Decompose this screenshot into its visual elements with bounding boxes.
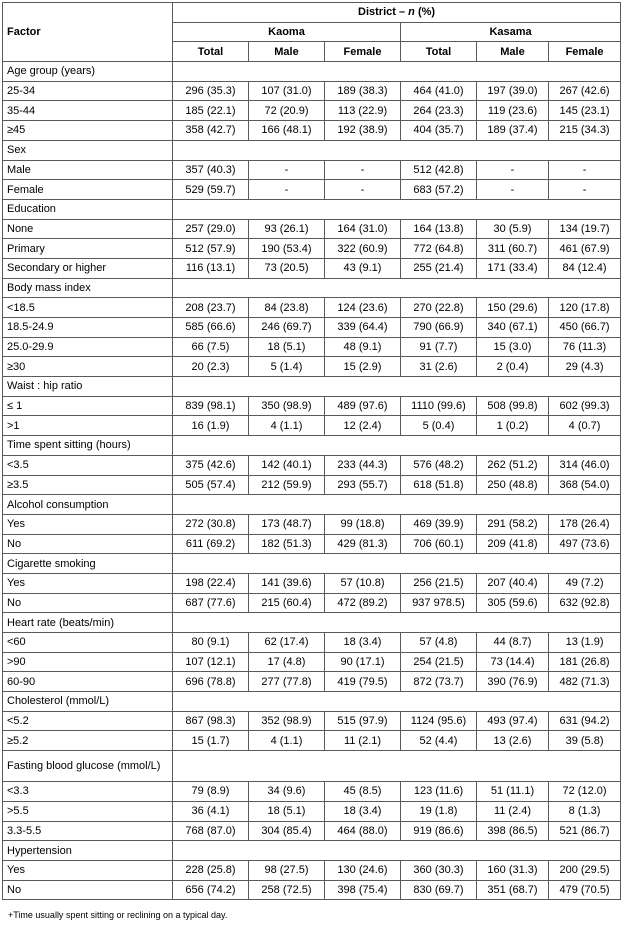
table-cell: 293 (55.7) bbox=[325, 475, 401, 495]
section-spacer bbox=[173, 436, 621, 456]
table-cell: 215 (34.3) bbox=[549, 121, 621, 141]
table-cell: 18 (3.4) bbox=[325, 633, 401, 653]
table-cell: 207 (40.4) bbox=[477, 573, 549, 593]
table-row bbox=[3, 711, 621, 731]
table-row bbox=[3, 219, 621, 239]
table-cell: 322 (60.9) bbox=[325, 239, 401, 259]
table-cell: 250 (48.8) bbox=[477, 475, 549, 495]
table-cell: 189 (37.4) bbox=[477, 121, 549, 141]
table-cell: 5 (1.4) bbox=[249, 357, 325, 377]
row-label: Secondary or higher bbox=[3, 258, 173, 278]
table-cell: 142 (40.1) bbox=[249, 455, 325, 475]
row-label: ≥3.5 bbox=[3, 475, 173, 495]
table-cell: 20 (2.3) bbox=[173, 357, 249, 377]
table-cell: 113 (22.9) bbox=[325, 101, 401, 121]
table-row bbox=[3, 180, 621, 200]
table-row bbox=[3, 160, 621, 180]
row-label: <3.3 bbox=[3, 782, 173, 802]
table-cell: 4 (1.1) bbox=[249, 416, 325, 436]
table-cell: 350 (98.9) bbox=[249, 396, 325, 416]
table-cell: 611 (69.2) bbox=[173, 534, 249, 554]
table-cell: 124 (23.6) bbox=[325, 298, 401, 318]
section-row bbox=[3, 62, 621, 82]
section-row bbox=[3, 278, 621, 298]
table-cell: 479 (70.5) bbox=[549, 880, 621, 900]
table-cell: 305 (59.6) bbox=[477, 593, 549, 613]
section-row bbox=[3, 692, 621, 712]
table-cell: 585 (66.6) bbox=[173, 318, 249, 338]
table-row bbox=[3, 880, 621, 900]
table-cell: 262 (51.2) bbox=[477, 455, 549, 475]
section-title: Heart rate (beats/min) bbox=[3, 613, 173, 633]
table-row bbox=[3, 337, 621, 357]
table-row bbox=[3, 782, 621, 802]
table-cell: 84 (23.8) bbox=[249, 298, 325, 318]
table-cell: 160 (31.3) bbox=[477, 860, 549, 880]
row-label: No bbox=[3, 534, 173, 554]
table-cell: 73 (20.5) bbox=[249, 258, 325, 278]
table-cell: - bbox=[477, 180, 549, 200]
table-row bbox=[3, 396, 621, 416]
table-cell: 291 (58.2) bbox=[477, 514, 549, 534]
table-cell: 304 (85.4) bbox=[249, 821, 325, 841]
row-label: Female bbox=[3, 180, 173, 200]
table-cell: 80 (9.1) bbox=[173, 633, 249, 653]
row-label: <18.5 bbox=[3, 298, 173, 318]
table-cell: 314 (46.0) bbox=[549, 455, 621, 475]
table-cell: 18 (3.4) bbox=[325, 801, 401, 821]
table-cell: 270 (22.8) bbox=[401, 298, 477, 318]
table-cell: 768 (87.0) bbox=[173, 821, 249, 841]
table-cell: 602 (99.3) bbox=[549, 396, 621, 416]
table-cell: 45 (8.5) bbox=[325, 782, 401, 802]
footnote: +Time usually spent sitting or reclining on a typical day. bbox=[8, 910, 228, 920]
table-row bbox=[3, 239, 621, 259]
table-cell: 18 (5.1) bbox=[249, 337, 325, 357]
section-row bbox=[3, 377, 621, 397]
table-cell: 84 (12.4) bbox=[549, 258, 621, 278]
table-cell: 107 (12.1) bbox=[173, 652, 249, 672]
table-row bbox=[3, 101, 621, 121]
table-row bbox=[3, 475, 621, 495]
table-cell: 19 (1.8) bbox=[401, 801, 477, 821]
table-cell: 134 (19.7) bbox=[549, 219, 621, 239]
table-row bbox=[3, 860, 621, 880]
row-label: No bbox=[3, 593, 173, 613]
table-cell: 209 (41.8) bbox=[477, 534, 549, 554]
table-cell: 39 (5.8) bbox=[549, 731, 621, 751]
table-cell: 198 (22.4) bbox=[173, 573, 249, 593]
row-label: >1 bbox=[3, 416, 173, 436]
table-cell: 512 (42.8) bbox=[401, 160, 477, 180]
table-cell: 130 (24.6) bbox=[325, 860, 401, 880]
table-cell: 790 (66.9) bbox=[401, 318, 477, 338]
row-label: <60 bbox=[3, 633, 173, 653]
section-spacer bbox=[173, 751, 621, 782]
table-cell: 119 (23.6) bbox=[477, 101, 549, 121]
table-row bbox=[3, 672, 621, 692]
table-cell: 489 (97.6) bbox=[325, 396, 401, 416]
row-label: No bbox=[3, 880, 173, 900]
table-cell: 17 (4.8) bbox=[249, 652, 325, 672]
table-cell: 351 (68.7) bbox=[477, 880, 549, 900]
section-title: Fasting blood glucose (mmol/L) bbox=[3, 751, 173, 782]
table-cell: 4 (0.7) bbox=[549, 416, 621, 436]
table-cell: 31 (2.6) bbox=[401, 357, 477, 377]
table-cell: 30 (5.9) bbox=[477, 219, 549, 239]
table-cell: 182 (51.3) bbox=[249, 534, 325, 554]
table-cell: 656 (74.2) bbox=[173, 880, 249, 900]
table-cell: 254 (21.5) bbox=[401, 652, 477, 672]
row-label: 25-34 bbox=[3, 81, 173, 101]
table-row bbox=[3, 416, 621, 436]
table-cell: 419 (79.5) bbox=[325, 672, 401, 692]
section-spacer bbox=[173, 278, 621, 298]
section-title: Age group (years) bbox=[3, 62, 173, 82]
table-cell: 390 (76.9) bbox=[477, 672, 549, 692]
table-cell: 358 (42.7) bbox=[173, 121, 249, 141]
table-cell: 255 (21.4) bbox=[401, 258, 477, 278]
table-row bbox=[3, 121, 621, 141]
table-cell: 339 (64.4) bbox=[325, 318, 401, 338]
table-cell: 12 (2.4) bbox=[325, 416, 401, 436]
table-row bbox=[3, 534, 621, 554]
table-cell: 62 (17.4) bbox=[249, 633, 325, 653]
section-spacer bbox=[173, 377, 621, 397]
kaoma-total-header: Total bbox=[173, 42, 249, 62]
section-title: Sex bbox=[3, 140, 173, 160]
table-cell: 189 (38.3) bbox=[325, 81, 401, 101]
table-body bbox=[3, 62, 621, 900]
table-cell: 256 (21.5) bbox=[401, 573, 477, 593]
table-cell: 43 (9.1) bbox=[325, 258, 401, 278]
section-spacer bbox=[173, 140, 621, 160]
row-label: <5.2 bbox=[3, 711, 173, 731]
table-cell: 197 (39.0) bbox=[477, 81, 549, 101]
table-cell: 15 (2.9) bbox=[325, 357, 401, 377]
table-cell: 464 (41.0) bbox=[401, 81, 477, 101]
table-row bbox=[3, 652, 621, 672]
table-cell: 11 (2.4) bbox=[477, 801, 549, 821]
table-cell: 404 (35.7) bbox=[401, 121, 477, 141]
district-header: District – n (%) bbox=[173, 3, 621, 23]
kasama-male-header: Male bbox=[477, 42, 549, 62]
section-row bbox=[3, 751, 621, 782]
table-cell: 171 (33.4) bbox=[477, 258, 549, 278]
table-cell: 1110 (99.6) bbox=[401, 396, 477, 416]
table-cell: 687 (77.6) bbox=[173, 593, 249, 613]
table-cell: 233 (44.3) bbox=[325, 455, 401, 475]
table-cell: 515 (97.9) bbox=[325, 711, 401, 731]
table-cell: 13 (1.9) bbox=[549, 633, 621, 653]
section-title: Education bbox=[3, 199, 173, 219]
section-spacer bbox=[173, 841, 621, 861]
table-cell: 311 (60.7) bbox=[477, 239, 549, 259]
table-cell: 398 (86.5) bbox=[477, 821, 549, 841]
table-cell: 618 (51.8) bbox=[401, 475, 477, 495]
section-spacer bbox=[173, 62, 621, 82]
table-row bbox=[3, 258, 621, 278]
table-cell: 185 (22.1) bbox=[173, 101, 249, 121]
table-cell: 357 (40.3) bbox=[173, 160, 249, 180]
section-spacer bbox=[173, 554, 621, 574]
table-cell: 123 (11.6) bbox=[401, 782, 477, 802]
section-row bbox=[3, 140, 621, 160]
table-row bbox=[3, 573, 621, 593]
table-cell: 34 (9.6) bbox=[249, 782, 325, 802]
table-cell: 93 (26.1) bbox=[249, 219, 325, 239]
section-spacer bbox=[173, 613, 621, 633]
table-cell: 493 (97.4) bbox=[477, 711, 549, 731]
table-cell: 830 (69.7) bbox=[401, 880, 477, 900]
table-row bbox=[3, 81, 621, 101]
section-title: Hypertension bbox=[3, 841, 173, 861]
table-cell: - bbox=[249, 180, 325, 200]
table-cell: 839 (98.1) bbox=[173, 396, 249, 416]
table-cell: 91 (7.7) bbox=[401, 337, 477, 357]
table-cell: 173 (48.7) bbox=[249, 514, 325, 534]
row-label: 25.0-29.9 bbox=[3, 337, 173, 357]
section-spacer bbox=[173, 692, 621, 712]
table-row bbox=[3, 357, 621, 377]
row-label: 3.3-5.5 bbox=[3, 821, 173, 841]
table-cell: 368 (54.0) bbox=[549, 475, 621, 495]
table-row bbox=[3, 821, 621, 841]
table-cell: 192 (38.9) bbox=[325, 121, 401, 141]
table-cell: 508 (99.8) bbox=[477, 396, 549, 416]
table-cell: 398 (75.4) bbox=[325, 880, 401, 900]
row-label: Male bbox=[3, 160, 173, 180]
section-row bbox=[3, 554, 621, 574]
table-cell: 57 (4.8) bbox=[401, 633, 477, 653]
table-cell: 11 (2.1) bbox=[325, 731, 401, 751]
table-cell: 200 (29.5) bbox=[549, 860, 621, 880]
table-cell: 215 (60.4) bbox=[249, 593, 325, 613]
table-cell: 181 (26.8) bbox=[549, 652, 621, 672]
section-row bbox=[3, 199, 621, 219]
table-cell: 145 (23.1) bbox=[549, 101, 621, 121]
table-cell: 937 978.5) bbox=[401, 593, 477, 613]
table-cell: 164 (13.8) bbox=[401, 219, 477, 239]
table-cell: 512 (57.9) bbox=[173, 239, 249, 259]
table-cell: 99 (18.8) bbox=[325, 514, 401, 534]
table-cell: 44 (8.7) bbox=[477, 633, 549, 653]
table-cell: 267 (42.6) bbox=[549, 81, 621, 101]
table-cell: 72 (12.0) bbox=[549, 782, 621, 802]
table-cell: 352 (98.9) bbox=[249, 711, 325, 731]
table-cell: 49 (7.2) bbox=[549, 573, 621, 593]
table-cell: - bbox=[477, 160, 549, 180]
table-cell: 696 (78.8) bbox=[173, 672, 249, 692]
table-cell: 190 (53.4) bbox=[249, 239, 325, 259]
table-cell: 631 (94.2) bbox=[549, 711, 621, 731]
table-cell: 208 (23.7) bbox=[173, 298, 249, 318]
table-cell: 36 (4.1) bbox=[173, 801, 249, 821]
table-row bbox=[3, 633, 621, 653]
table-cell: 51 (11.1) bbox=[477, 782, 549, 802]
table-cell: 150 (29.6) bbox=[477, 298, 549, 318]
table-cell: 116 (13.1) bbox=[173, 258, 249, 278]
table-cell: - bbox=[249, 160, 325, 180]
row-label: Yes bbox=[3, 514, 173, 534]
table-cell: 360 (30.3) bbox=[401, 860, 477, 880]
kasama-total-header: Total bbox=[401, 42, 477, 62]
table-cell: 29 (4.3) bbox=[549, 357, 621, 377]
row-label: Primary bbox=[3, 239, 173, 259]
table-cell: 15 (1.7) bbox=[173, 731, 249, 751]
section-row bbox=[3, 436, 621, 456]
table-cell: 296 (35.3) bbox=[173, 81, 249, 101]
table-cell: 15 (3.0) bbox=[477, 337, 549, 357]
row-label: Yes bbox=[3, 573, 173, 593]
table-cell: 340 (67.1) bbox=[477, 318, 549, 338]
table-cell: - bbox=[325, 160, 401, 180]
table-cell: 90 (17.1) bbox=[325, 652, 401, 672]
table-cell: 706 (60.1) bbox=[401, 534, 477, 554]
row-label: 18.5-24.9 bbox=[3, 318, 173, 338]
table-cell: 98 (27.5) bbox=[249, 860, 325, 880]
table-cell: 5 (0.4) bbox=[401, 416, 477, 436]
table-cell: 505 (57.4) bbox=[173, 475, 249, 495]
kaoma-male-header: Male bbox=[249, 42, 325, 62]
row-label: ≥30 bbox=[3, 357, 173, 377]
table-cell: 18 (5.1) bbox=[249, 801, 325, 821]
table-cell: 1 (0.2) bbox=[477, 416, 549, 436]
table-row bbox=[3, 593, 621, 613]
kaoma-female-header: Female bbox=[325, 42, 401, 62]
table-cell: 872 (73.7) bbox=[401, 672, 477, 692]
table-cell: 8 (1.3) bbox=[549, 801, 621, 821]
table-cell: 48 (9.1) bbox=[325, 337, 401, 357]
table-cell: - bbox=[325, 180, 401, 200]
table-cell: 429 (81.3) bbox=[325, 534, 401, 554]
table-cell: 57 (10.8) bbox=[325, 573, 401, 593]
table-cell: 246 (69.7) bbox=[249, 318, 325, 338]
table-cell: 4 (1.1) bbox=[249, 731, 325, 751]
table-cell: 166 (48.1) bbox=[249, 121, 325, 141]
table-cell: - bbox=[549, 160, 621, 180]
row-label: ≥45 bbox=[3, 121, 173, 141]
row-label: 35-44 bbox=[3, 101, 173, 121]
table-row bbox=[3, 298, 621, 318]
table-cell: 919 (86.6) bbox=[401, 821, 477, 841]
table-cell: 450 (66.7) bbox=[549, 318, 621, 338]
table-cell: 1124 (95.6) bbox=[401, 711, 477, 731]
table-cell: 13 (2.6) bbox=[477, 731, 549, 751]
table-cell: 482 (71.3) bbox=[549, 672, 621, 692]
table-cell: 212 (59.9) bbox=[249, 475, 325, 495]
table-cell: 264 (23.3) bbox=[401, 101, 477, 121]
table-cell: 272 (30.8) bbox=[173, 514, 249, 534]
table-cell: 16 (1.9) bbox=[173, 416, 249, 436]
table-cell: 73 (14.4) bbox=[477, 652, 549, 672]
table-cell: 228 (25.8) bbox=[173, 860, 249, 880]
section-title: Cigarette smoking bbox=[3, 554, 173, 574]
table-row bbox=[3, 801, 621, 821]
table-cell: 529 (59.7) bbox=[173, 180, 249, 200]
section-title: Waist : hip ratio bbox=[3, 377, 173, 397]
section-spacer bbox=[173, 495, 621, 515]
table-cell: 79 (8.9) bbox=[173, 782, 249, 802]
table-cell: 772 (64.8) bbox=[401, 239, 477, 259]
row-label: None bbox=[3, 219, 173, 239]
table-cell: 464 (88.0) bbox=[325, 821, 401, 841]
section-row bbox=[3, 613, 621, 633]
table-row bbox=[3, 318, 621, 338]
table-cell: 375 (42.6) bbox=[173, 455, 249, 475]
table-cell: 867 (98.3) bbox=[173, 711, 249, 731]
table-cell: 277 (77.8) bbox=[249, 672, 325, 692]
table-cell: 76 (11.3) bbox=[549, 337, 621, 357]
table-cell: 2 (0.4) bbox=[477, 357, 549, 377]
section-row bbox=[3, 495, 621, 515]
table-cell: 576 (48.2) bbox=[401, 455, 477, 475]
factor-header: Factor bbox=[3, 3, 173, 62]
section-title: Alcohol consumption bbox=[3, 495, 173, 515]
row-label: ≥5.2 bbox=[3, 731, 173, 751]
table-cell: 178 (26.4) bbox=[549, 514, 621, 534]
row-label: <3.5 bbox=[3, 455, 173, 475]
table-cell: 472 (89.2) bbox=[325, 593, 401, 613]
table-row bbox=[3, 455, 621, 475]
kasama-female-header: Female bbox=[549, 42, 621, 62]
section-title: Time spent sitting (hours) bbox=[3, 436, 173, 456]
row-label: >90 bbox=[3, 652, 173, 672]
table-cell: 461 (67.9) bbox=[549, 239, 621, 259]
row-label: 60-90 bbox=[3, 672, 173, 692]
table-cell: 521 (86.7) bbox=[549, 821, 621, 841]
district-kaoma-header: Kaoma bbox=[173, 22, 401, 42]
table-row bbox=[3, 731, 621, 751]
section-row bbox=[3, 841, 621, 861]
table-cell: 469 (39.9) bbox=[401, 514, 477, 534]
table-cell: 141 (39.6) bbox=[249, 573, 325, 593]
table-cell: 258 (72.5) bbox=[249, 880, 325, 900]
row-label: ≤ 1 bbox=[3, 396, 173, 416]
table-cell: 257 (29.0) bbox=[173, 219, 249, 239]
table-cell: 107 (31.0) bbox=[249, 81, 325, 101]
table-cell: 72 (20.9) bbox=[249, 101, 325, 121]
table-cell: 52 (4.4) bbox=[401, 731, 477, 751]
section-title: Body mass index bbox=[3, 278, 173, 298]
district-kasama-header: Kasama bbox=[401, 22, 621, 42]
table-cell: 66 (7.5) bbox=[173, 337, 249, 357]
table-cell: 632 (92.8) bbox=[549, 593, 621, 613]
table-cell: 120 (17.8) bbox=[549, 298, 621, 318]
row-label: >5.5 bbox=[3, 801, 173, 821]
characteristics-table bbox=[2, 2, 621, 900]
table-cell: 164 (31.0) bbox=[325, 219, 401, 239]
table-cell: 683 (57.2) bbox=[401, 180, 477, 200]
table-cell: - bbox=[549, 180, 621, 200]
table-row bbox=[3, 514, 621, 534]
row-label: Yes bbox=[3, 860, 173, 880]
section-title: Cholesterol (mmol/L) bbox=[3, 692, 173, 712]
section-spacer bbox=[173, 199, 621, 219]
table-cell: 497 (73.6) bbox=[549, 534, 621, 554]
